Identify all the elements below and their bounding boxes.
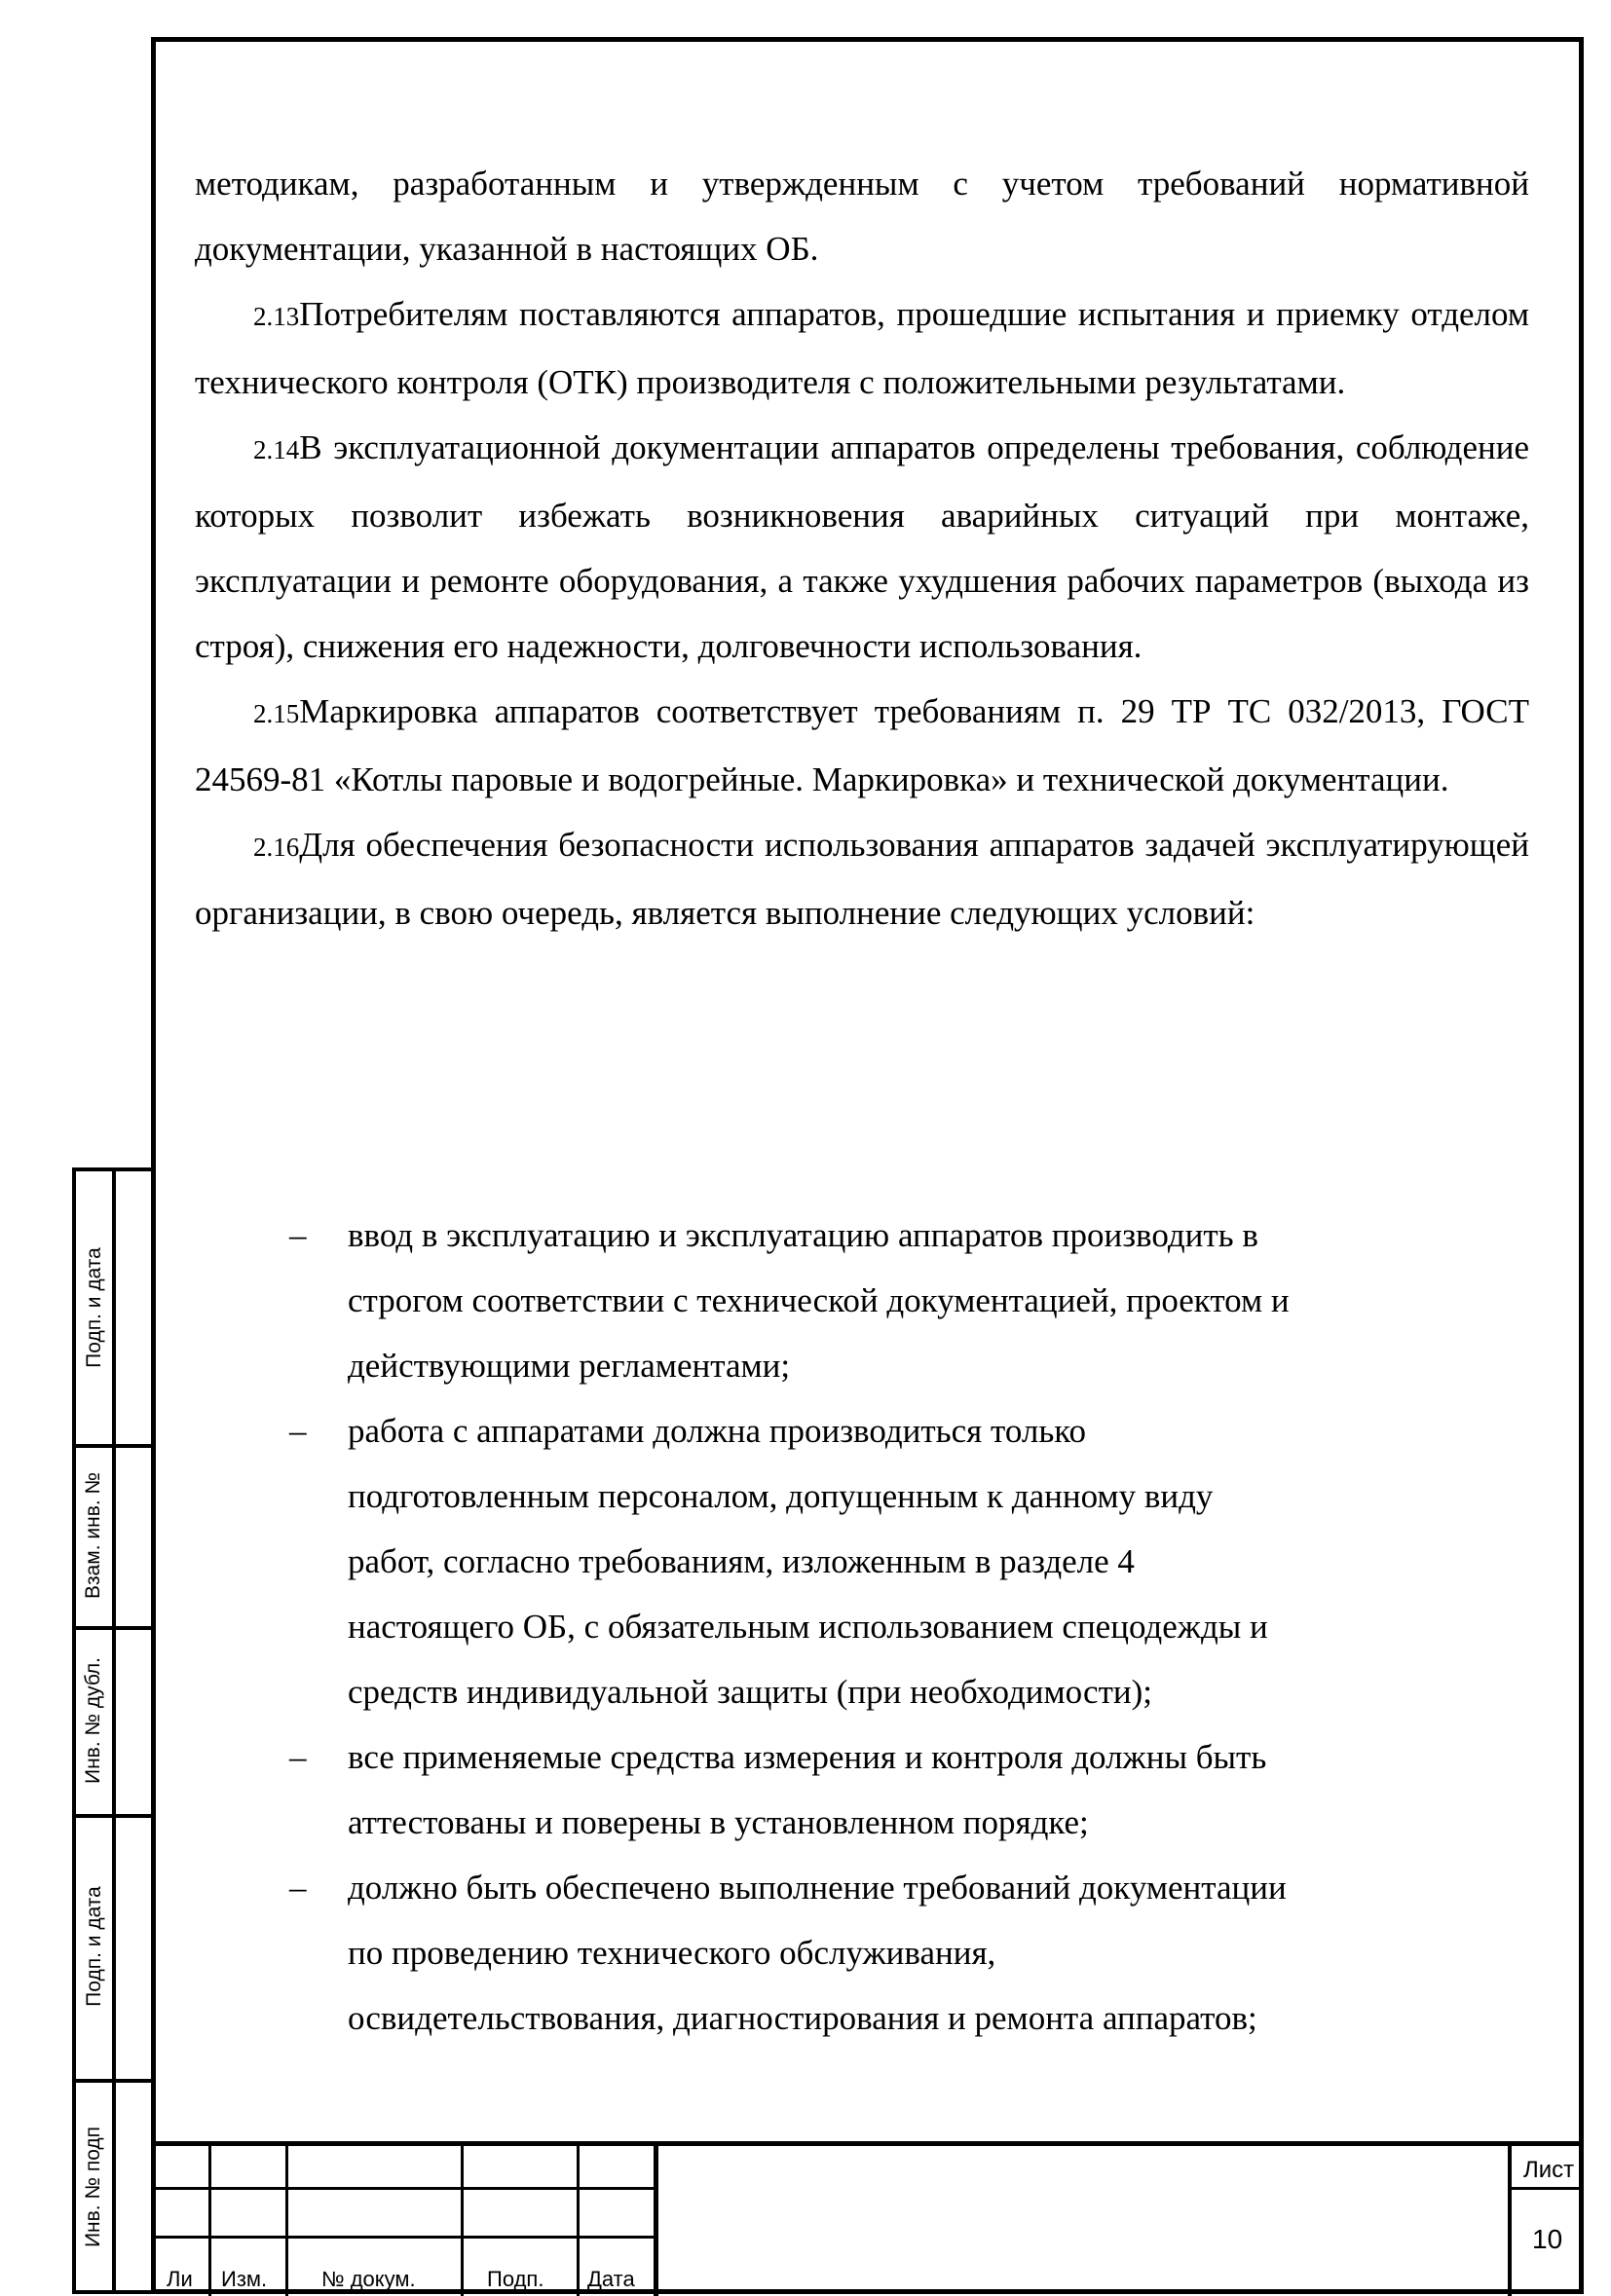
item-number: 2.14 [253, 435, 300, 464]
stamp-podp: Подп. [487, 2267, 544, 2291]
list-item: – ввод в эксплуатацию и эксплуатацию аппаратов производить в строгом соответствии с технической документацией, проектом и действующими регламентами; [289, 1203, 1458, 1398]
conditions-list [289, 1203, 1458, 2051]
item-number: 2.13 [253, 302, 300, 331]
paragraph-2-14: 2.14В эксплуатационной документации аппаратов определены требования, соблюдение которых позволит избежать возникновения аварийных ситуаций при монтаже, эксплуатации и ремонте оборудования, а также ухудшения рабочих параметров (выхода из строя), снижения его надежности, долговечности использования. [195, 428, 1529, 665]
list-item: – должно быть обеспечено выполнение требований документации по проведению технического обслуживания, освидетельствования, диагностирования и ремонта аппаратов; [289, 1855, 1458, 2051]
item-number: 2.15 [253, 699, 300, 728]
sheet-number: 10 [1532, 2224, 1563, 2254]
side-stamp-strip [72, 1167, 151, 2294]
stamp-n-dokum: № докум. [321, 2267, 416, 2291]
list-item: – работа с аппаратами должна производиться только подготовленным персоналом, допущенным к данному виду работ, согласно требованиям, изложенным в разделе 4 настоящего ОБ, с обязательным использованием спецодежды и средств индивидуальной защиты (при необходимости); [289, 1398, 1458, 1724]
dash-marker: – [289, 1869, 307, 1907]
item-number: 2.16 [253, 833, 300, 862]
list-item: – все применяемые средства измерения и контроля должны быть аттестованы и поверены в установленном порядке; [289, 1724, 1458, 1855]
paragraph-2-16: 2.16Для обеспечения безопасности использования аппаратов задачей эксплуатирующей организации, в свою очередь, является выполнение следующих условий: [195, 826, 1529, 932]
dash-marker: – [289, 1738, 307, 1776]
stamp-data: Дата [587, 2267, 635, 2291]
dash-marker: – [289, 1412, 307, 1450]
dash-marker: – [289, 1216, 307, 1254]
sheet-label: Лист [1523, 2157, 1575, 2183]
document-body [195, 151, 1529, 945]
stamp-li: Ли [167, 2267, 193, 2291]
side-label-inv-dubl: Инв. № дубл. [82, 1656, 105, 1784]
side-label-inv-podl: Инв. № подп [82, 2126, 105, 2247]
paragraph-2-13: 2.13Потребителям поставляются аппаратов, прошедшие испытания и приемку отделом технического контроля (ОТК) производителя с положительными результатами. [195, 295, 1529, 401]
side-label-podp-data-1: Подп. и дата [82, 1247, 105, 1368]
paragraph-2-15: 2.15Маркировка аппаратов соответствует требованиям п. 29 ТР ТС 032/2013, ГОСТ 24569-81 «Котлы паровые и водогрейные. Маркировка» и технической документации. [195, 692, 1529, 798]
stamp-izm: Изм. [221, 2267, 268, 2291]
side-label-podp-data-2: Подп. и дата [82, 1886, 105, 2007]
side-label-vzam-inv: Взам. инв. № [82, 1471, 105, 1599]
paragraph-intro: методикам, разработанным и утвержденным с учетом требований нормативной документации, указанной в настоящих ОБ. [195, 165, 1529, 268]
title-block [151, 2141, 1584, 2296]
